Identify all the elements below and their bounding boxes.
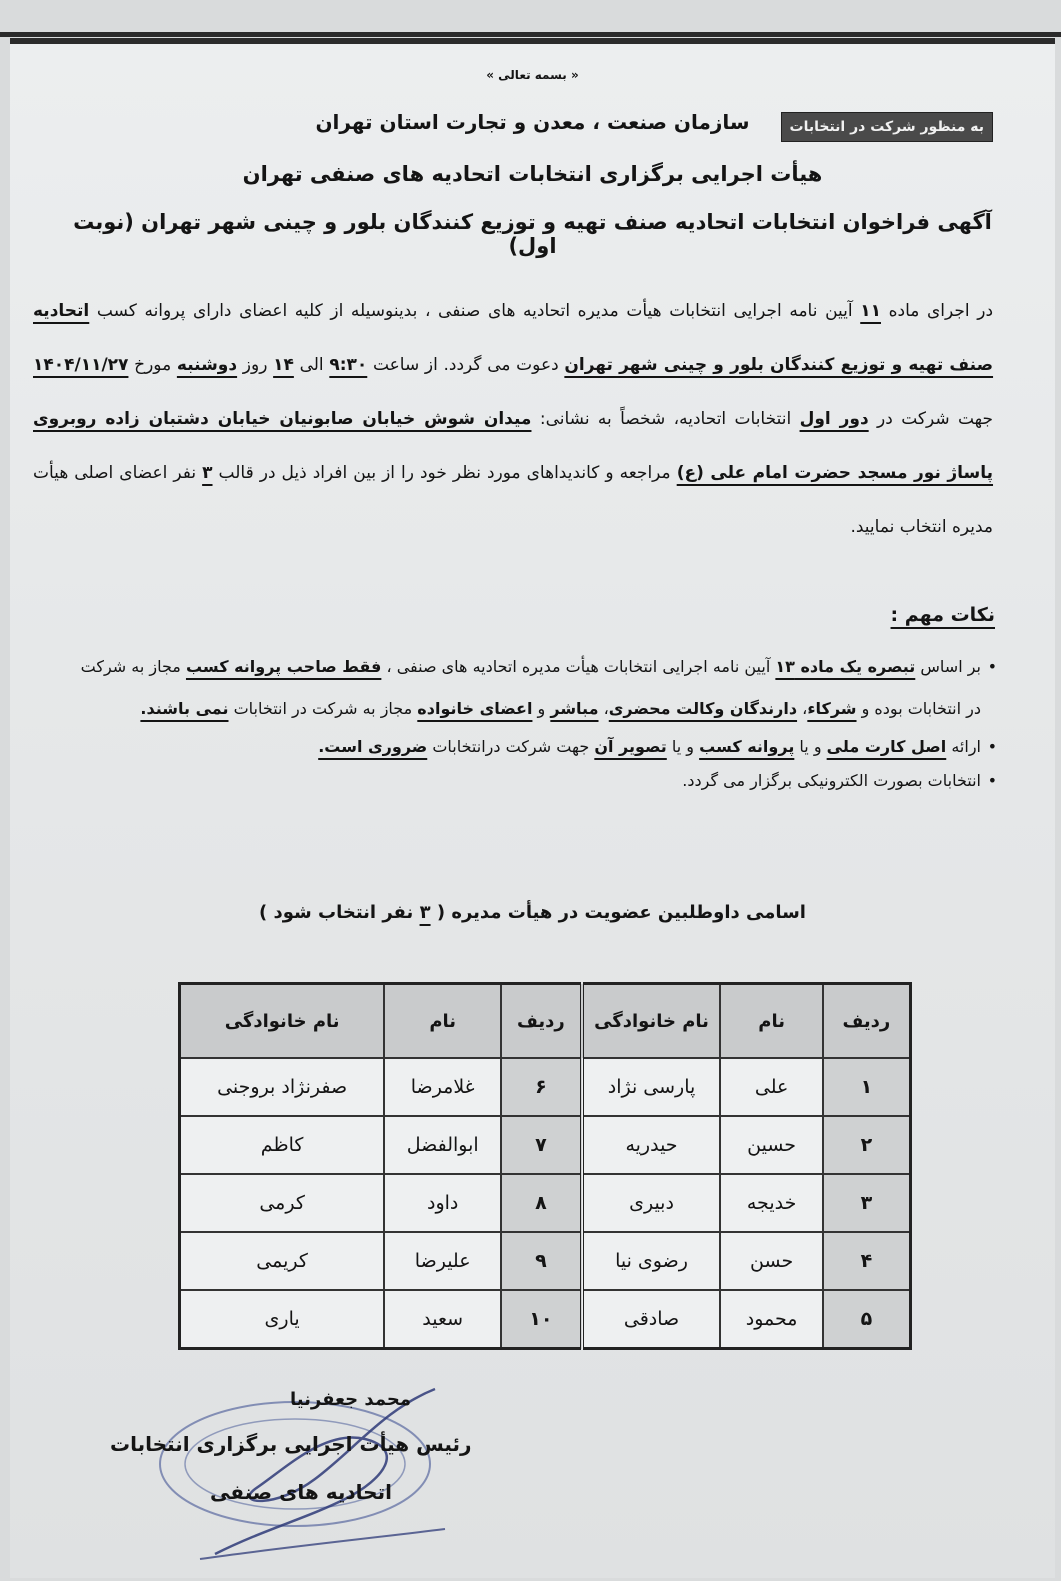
header-row-number: ردیف: [501, 984, 581, 1059]
signatory-title-line2: اتحادیه های صنفی: [210, 1480, 392, 1504]
important-notes-list: [77, 646, 997, 798]
union-name: اتحادیه صنف تهیه و توزیع کنندگان بلور و چینی شهر تهران: [33, 301, 994, 375]
note-electronic: • انتخابات بصورت الکترونیکی برگزار می گردد.: [77, 764, 997, 798]
time-from: ۹:۳۰: [329, 355, 368, 375]
table-row: ۲ حسین حیدریه ۷ ابوالفضل کاظم: [180, 1116, 911, 1174]
header-first-name: نام: [720, 984, 822, 1059]
election-address: میدان شوش خیابان صابونیان خیابان دشتبان زاده روبروی پاساژ نور مسجد حضرت امام علی (ع): [33, 409, 994, 483]
signature-stroke: [215, 1389, 435, 1554]
notice-title: آگهی فراخوان انتخابات اتحادیه صنف تهیه و توزیع کنندگان بلور و چینی شهر تهران (نوبت اول): [73, 210, 992, 258]
member-count: ۳: [202, 463, 213, 483]
document-paper: [10, 38, 1055, 1578]
header-first-name: نام: [384, 984, 501, 1059]
election-round: دور اول: [799, 409, 869, 429]
signatory-name: محمد جعفرنیا: [290, 1389, 411, 1410]
election-date: ۱۴۰۴/۱۱/۲۷: [33, 355, 129, 375]
table-row: ۵ محمود صادقی ۱۰ سعید یاری: [180, 1290, 911, 1349]
board-title: هیأت اجرایی برگزاری انتخابات اتحادیه های صنفی تهران: [242, 162, 823, 186]
candidates-title: اسامی داوطلبین عضویت در هیأت مدیره ( ۳ نفر انتخاب شود ): [259, 902, 806, 923]
article-number: ۱۱: [860, 301, 881, 321]
announcement-paragraph: در اجرای ماده ۱۱ آیین نامه اجرایی انتخابات هیأت مدیره اتحادیه های صنفی ، بدینوسیله از کلیه اعضای دارای پروانه کسب اتحادیه صنف تهیه و توزیع کنندگان بلور و چینی شهر تهران دعوت می گردد. از ساعت ۹:۳۰ الی ۱۴ روز دوشنبه مورخ ۱۴۰۴/۱۱/۲۷ جهت شرکت در دور اول انتخابات اتحادیه، شخصاً به نشانی: میدان شوش خیابان صابونیان خیابان دشتبان زاده روبروی پاساژ نور مسجد حضرت امام علی (ع) مراجعه و کاندیداهای مورد نظر خود را از بین افراد ذیل در قالب ۳ نفر اعضای اصلی هیأت مدیره انتخاب نمایید.: [33, 301, 994, 537]
organization-title: سازمان صنعت ، معدن و تجارت استان تهران: [315, 110, 750, 134]
election-day: دوشنبه: [176, 355, 238, 375]
note-eligibility: • بر اساس تبصره یک ماده ۱۳ آیین نامه اجرایی انتخابات هیأت مدیره اتحادیه های صنفی ، فقط صاحب پروانه کسب مجاز به شرکت در انتخابات بوده و شرکاء، دارندگان وکالت محضری، مباشر و اعضای خانواده مجاز به شرکت در انتخابات نمی باشند.: [77, 646, 997, 730]
election-tag: به منظور شرکت در انتخابات: [781, 112, 993, 142]
table-row: ۴ حسن رضوی نیا ۹ علیرضا کریمی: [180, 1232, 911, 1290]
header-row-number: ردیف: [823, 984, 911, 1059]
table-row: ۳ خدیجه دبیری ۸ داود کرمی: [180, 1174, 911, 1232]
candidates-table: [178, 982, 912, 1350]
table-row: ۱ علی پارسی نژاد ۶ غلامرضا صفرنژاد بروجنی: [180, 1058, 911, 1116]
important-notes-title: نکات مهم :: [890, 604, 995, 626]
bismillah: « بسمه تعالی »: [486, 68, 579, 82]
header-last-name: نام خانوادگی: [582, 984, 721, 1059]
header-last-name: نام خانوادگی: [180, 984, 385, 1059]
time-to: ۱۴: [273, 355, 294, 375]
signatory-title: رئیس هیأت اجرایی برگزاری انتخابات: [110, 1432, 472, 1456]
note-documents: • ارائه اصل کارت ملی و یا پروانه کسب و یا تصویر آن جهت شرکت درانتخابات ضروری است.: [77, 730, 997, 764]
stamp-outer-ring: [160, 1402, 430, 1526]
table-header-row: [180, 984, 911, 1059]
